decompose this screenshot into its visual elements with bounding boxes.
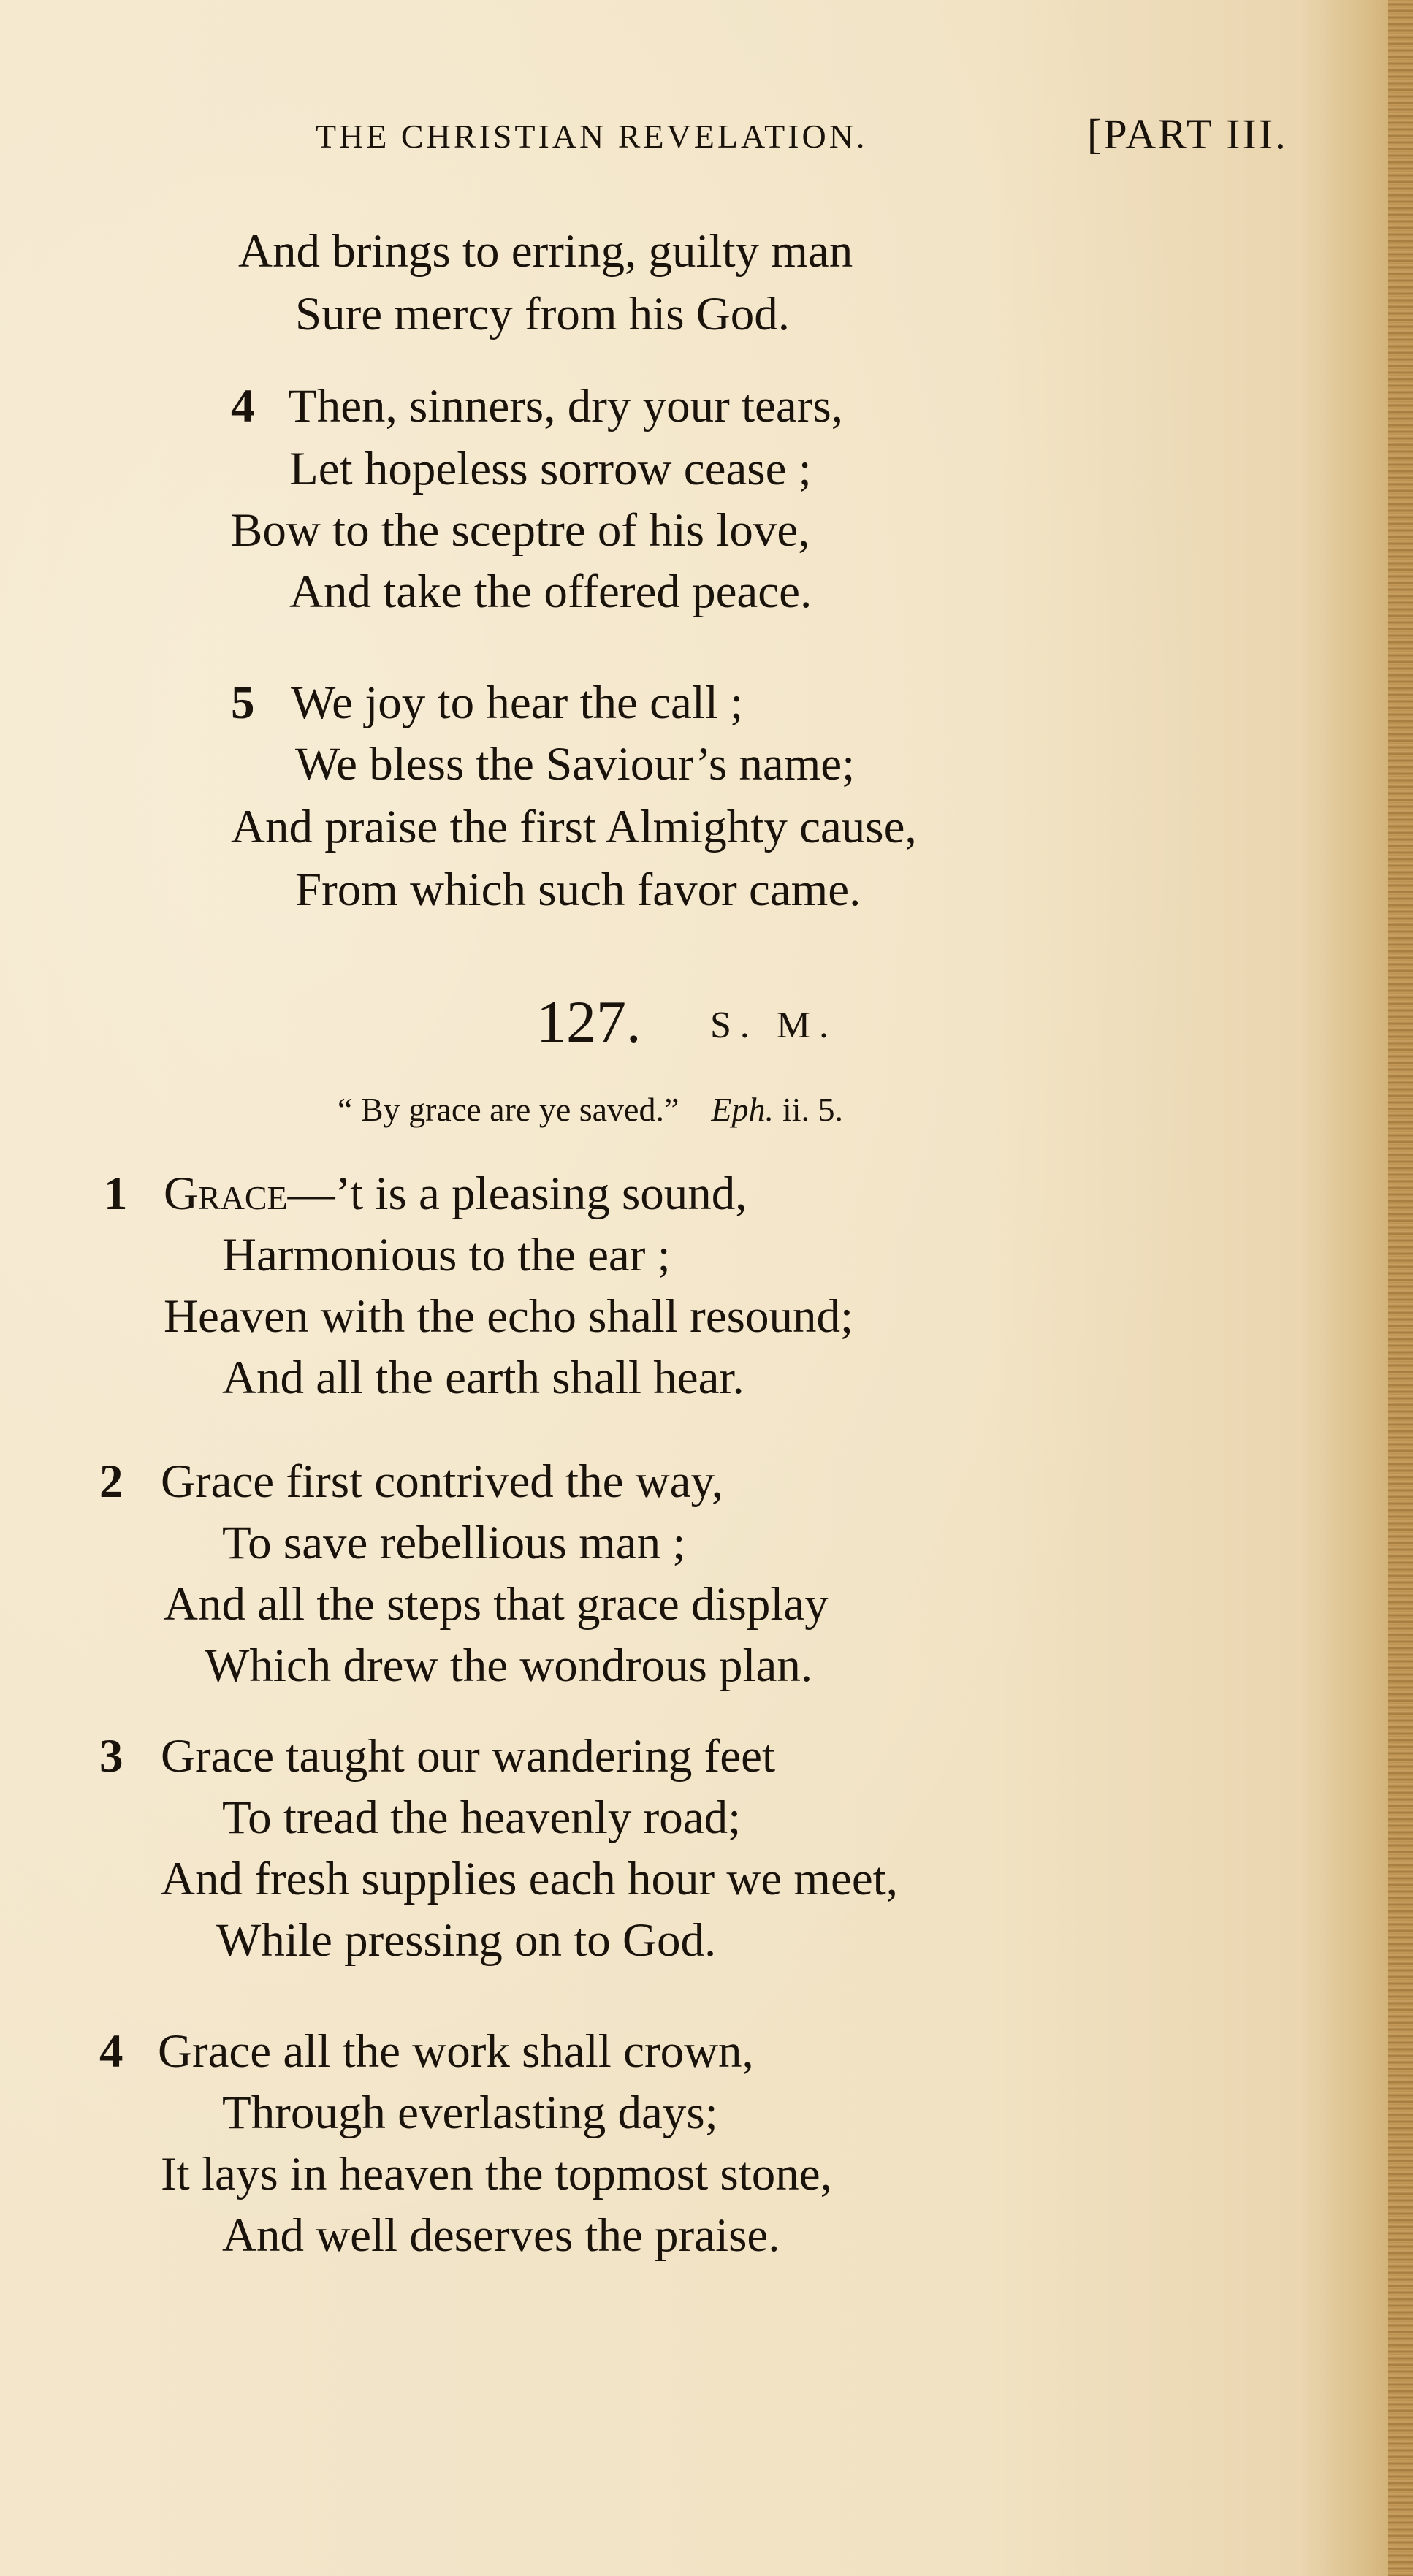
- epigraph-quote: “ By grace are ye saved.”: [338, 1091, 679, 1128]
- hymn-line: We joy to hear the call ;: [291, 677, 744, 729]
- hymn-line: And all the steps that grace display: [164, 1578, 829, 1631]
- running-head: [0, 111, 1413, 169]
- stanza-number: 4: [99, 2025, 123, 2078]
- epigraph-book: Eph.: [711, 1091, 774, 1128]
- hymn-line: Grace all the work shall crown,: [158, 2025, 754, 2078]
- hymn-line: And praise the first Almighty cause,: [231, 801, 917, 853]
- hymn-line: Harmonious to the ear ;: [222, 1229, 671, 1281]
- hymn-line: And fresh supplies each hour we meet,: [161, 1853, 898, 1905]
- epigraph: [338, 1093, 843, 1127]
- epigraph-ref: ii. 5.: [782, 1091, 844, 1128]
- part-label: [PART III.: [1087, 110, 1288, 158]
- hymn-line: To tread the heavenly road;: [222, 1791, 742, 1844]
- hymn-line: We bless the Saviour’s name;: [295, 738, 856, 790]
- hymn-meter: S. M.: [710, 1005, 838, 1046]
- hymn-line: Then, sinners, dry your tears,: [288, 380, 843, 432]
- hymn-line: Grace first contrived the way,: [161, 1455, 724, 1508]
- hymn-line: Bow to the sceptre of his love,: [231, 504, 810, 557]
- hymn-line: [164, 1167, 747, 1220]
- hymn-line: And brings to erring, guilty man: [238, 225, 853, 278]
- hymn-line: And take the offered peace.: [289, 565, 812, 618]
- hymn-line: Heaven with the echo shall resound;: [164, 1290, 854, 1343]
- stanza-number: 2: [99, 1455, 123, 1508]
- hymn-line: While pressing on to God.: [216, 1914, 717, 1967]
- first-line-rest: —’t is a pleasing sound,: [287, 1167, 747, 1220]
- hymn-line: Which drew the wondrous plan.: [205, 1639, 813, 1692]
- page-edge: [1388, 0, 1413, 2576]
- hymn-line: Let hopeless sorrow cease ;: [289, 443, 812, 495]
- hymn-line: Grace taught our wandering feet: [161, 1730, 776, 1783]
- stanza-number: 3: [99, 1730, 123, 1783]
- first-word: Grace: [164, 1167, 288, 1220]
- running-title: THE CHRISTIAN REVELATION.: [316, 118, 868, 155]
- stanza-number: 1: [104, 1167, 128, 1220]
- stanza-number: 5: [231, 677, 255, 729]
- hymn-number: 127.: [536, 988, 641, 1055]
- hymn-line: And all the earth shall hear.: [222, 1352, 744, 1404]
- hymn-line: And well deserves the praise.: [222, 2209, 780, 2262]
- stanza-number: 4: [231, 380, 255, 432]
- hymn-line: To save rebellious man ;: [222, 1517, 686, 1569]
- hymn-line: From which such favor came.: [295, 864, 861, 916]
- hymn-line: It lays in heaven the topmost stone,: [161, 2148, 832, 2200]
- hymn-line: Sure mercy from his God.: [295, 288, 790, 340]
- hymn-line: Through everlasting days;: [222, 2087, 718, 2139]
